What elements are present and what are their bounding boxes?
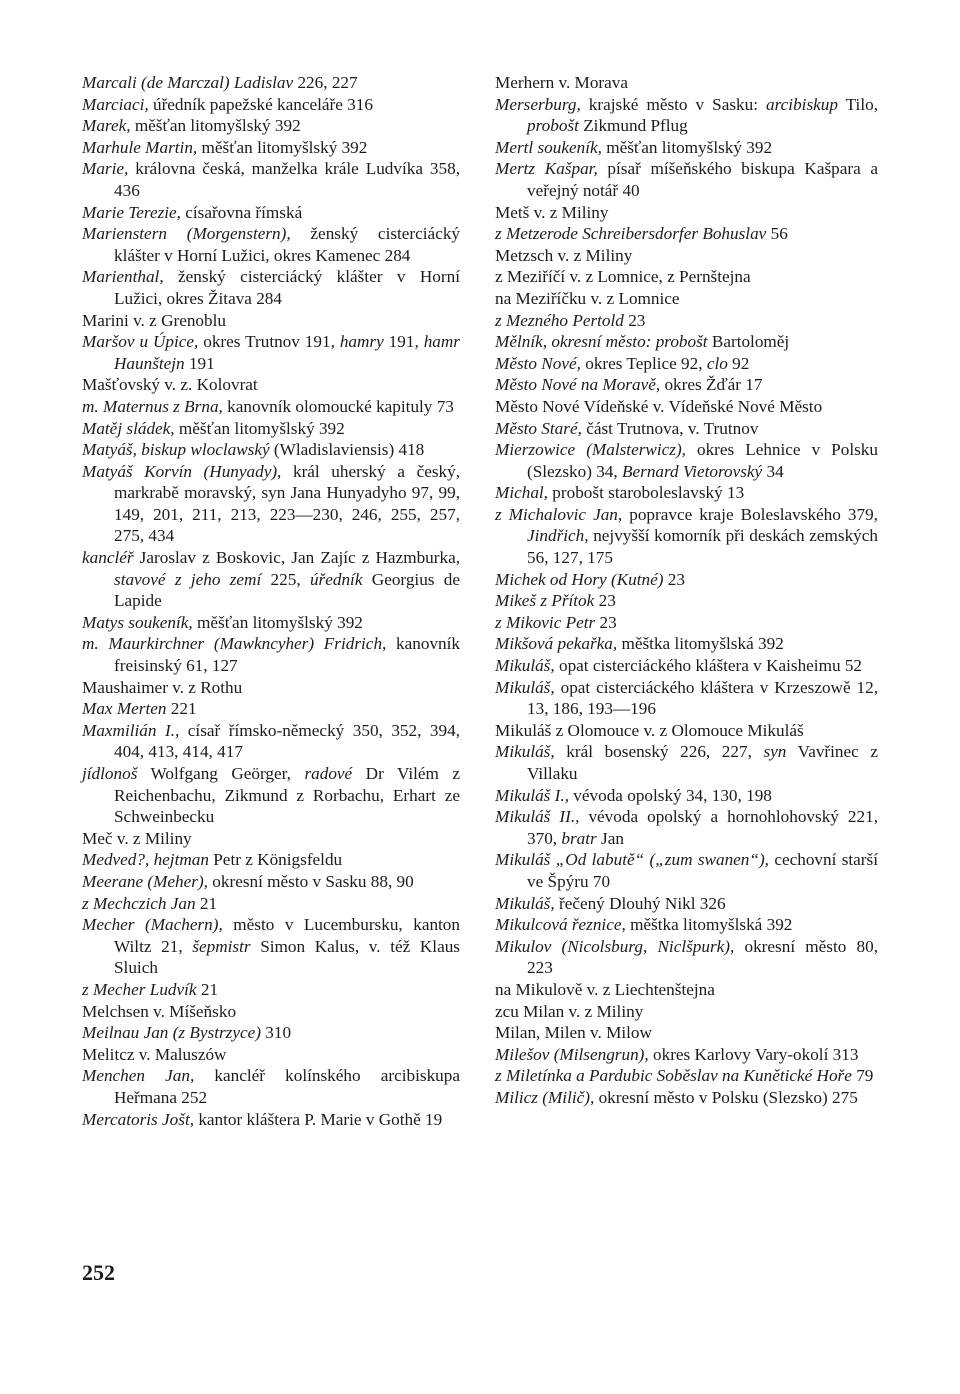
entry-text: na Mikulově v. z Liechtenštejna <box>495 979 715 999</box>
entry-italic-text: z Miletínka a Pardubic Soběslav na Kunětické Hoře <box>495 1066 852 1086</box>
entry-italic-text: Mierzowice (Malsterwicz), <box>495 440 686 460</box>
entry-italic-text: šepmistr <box>192 936 251 956</box>
entry-italic-text: Mertl soukeník, <box>495 137 602 157</box>
index-entry <box>495 1087 878 1109</box>
page-number: 252 <box>82 1260 115 1285</box>
entry-italic-text: Město Nové, <box>495 353 581 373</box>
entry-italic-text: Mikulcová řeznice, <box>495 915 626 935</box>
index-entry <box>495 633 878 655</box>
index-entry <box>82 396 460 418</box>
entry-text: 21 <box>195 893 218 913</box>
entry-italic-text: Jindřich, <box>527 526 589 546</box>
entry-text: ženský cisterciácký klášter v Horní Lužici, okres Žitava 284 <box>114 267 460 308</box>
index-entry <box>82 331 460 374</box>
right-column <box>495 72 878 1109</box>
index-entry <box>82 72 460 94</box>
entry-text: měšťan litomyšlský 392 <box>601 137 773 157</box>
entry-italic-text: clo <box>706 353 728 373</box>
entry-text: okresní město v Polsku (Slezsko) 275 <box>594 1087 858 1107</box>
entry-text: popravce kraje Boleslavského 379, <box>622 504 878 524</box>
entry-text: kanovník olomoucké kapituly 73 <box>222 396 454 416</box>
entry-italic-text: hamry <box>339 332 384 352</box>
entry-italic-text: Mikuláš I., <box>495 785 569 805</box>
entry-italic-text: Mikuláš „Od labutě“ („zum swanen“), <box>495 850 769 870</box>
index-entry <box>495 137 878 159</box>
index-entry <box>495 569 878 591</box>
index-entry <box>495 482 878 504</box>
entry-italic-text: Matyáš, biskup wloclawský <box>82 440 270 460</box>
entry-text: Meč v. z Miliny <box>82 828 192 848</box>
entry-italic-text: stavové z jeho zemí <box>114 569 262 589</box>
entry-text: 92 <box>727 353 750 373</box>
entry-text: krajské město v Sasku: <box>580 94 767 114</box>
entry-italic-text: Michek od Hory (Kutné) <box>495 569 664 589</box>
index-entry <box>495 677 878 720</box>
entry-italic-text: bratr <box>561 828 597 848</box>
entry-text: Melchsen v. Míšeňsko <box>82 1001 237 1021</box>
index-entry <box>82 137 460 159</box>
entry-text: Merhern v. Morava <box>495 73 628 92</box>
entry-text: kanovník freisinský 61, 127 <box>114 634 461 676</box>
index-entry <box>82 698 460 720</box>
entry-text: okres Teplice 92, <box>580 353 707 373</box>
entry-italic-text: Mecher (Machern), <box>82 915 223 935</box>
entry-text: 23 <box>623 310 646 330</box>
entry-italic-text: Město Nové na Moravě, <box>495 375 661 395</box>
entry-italic-text: Medved?, hejtman <box>82 850 209 870</box>
entry-italic-text: Mikeš z Přítok <box>495 591 595 611</box>
index-entry <box>82 547 460 612</box>
index-entry <box>495 353 878 375</box>
entry-italic-text: Meerane (Meher), <box>82 871 208 891</box>
entry-text: Petr z Königsfeldu <box>208 850 343 870</box>
entry-italic-text: z Michalovic Jan, <box>495 504 623 524</box>
entry-italic-text: úředník <box>309 569 363 589</box>
entry-text: Metš v. z Miliny <box>495 202 609 222</box>
entry-text: král uherský a český, markrabě moravský, syn Jana Hunyadyho 97, 99, 149, 201, 211, 213, 223—230, 246, 255, 257, 275, 434 <box>114 461 460 546</box>
entry-italic-text: jídlonoš <box>82 764 138 783</box>
entry-text: 34 <box>762 461 784 481</box>
entry-text: měšťan litomyšlský 392 <box>192 612 363 632</box>
entry-italic-text: Mikuláš, <box>495 677 555 697</box>
entry-text: úředník papežské kanceláře 316 <box>148 94 373 114</box>
entry-text: Zikmund Pflug <box>578 116 688 136</box>
entry-italic-text: Mercatoris Jošt, <box>82 1109 195 1129</box>
entry-italic-text: z Mecher Ludvík <box>82 979 197 999</box>
entry-italic-text: Mikuláš, <box>495 742 555 762</box>
entry-text: písař míšeňského biskupa Kašpara a veřejný notář 40 <box>527 159 878 200</box>
index-entry <box>82 1044 460 1066</box>
entry-text: 23 <box>595 612 617 632</box>
index-entry <box>82 893 460 915</box>
entry-text: 225, <box>261 569 310 589</box>
entry-text: měštka litomyšlská 392 <box>617 634 784 654</box>
index-entry <box>82 1001 460 1023</box>
entry-text: (Wladislaviensis) 418 <box>269 440 425 460</box>
entry-text: 221 <box>166 699 197 719</box>
entry-text: měšťan litomyšlský 392 <box>130 116 301 136</box>
index-entry <box>495 439 878 482</box>
entry-text: kantor kláštera P. Marie v Gothě 19 <box>194 1109 443 1129</box>
entry-italic-text: Matěj sládek, <box>82 418 175 438</box>
index-entry <box>82 266 460 309</box>
index-entry <box>495 310 878 332</box>
entry-text: Mikuláš z Olomouce v. z Olomouce Mikuláš <box>495 720 804 740</box>
entry-text: královna česká, manželka krále Ludvíka 358, 436 <box>114 159 460 200</box>
entry-italic-text: Menchen Jan, <box>82 1066 195 1086</box>
entry-italic-text: arcibiskup <box>766 94 838 114</box>
entry-text: 56 <box>766 224 788 244</box>
entry-italic-text: Marciaci, <box>82 94 149 114</box>
entry-italic-text: Marek, <box>82 116 131 136</box>
index-entry <box>495 288 878 310</box>
entry-italic-text: Mikuláš, <box>495 893 555 913</box>
entry-italic-text: Milešov (Milsengrun), <box>495 1044 649 1064</box>
index-entry <box>495 94 878 137</box>
entry-text: vévoda opolský a hornohlohovský 221, 370, <box>527 807 878 848</box>
index-entry <box>495 590 878 612</box>
entry-italic-text: Matyáš Korvín (Hunyady), <box>82 461 282 481</box>
entry-text: 226, 227 <box>293 73 358 92</box>
entry-text: část Trutnova, v. Trutnov <box>581 418 759 438</box>
entry-text: Jan <box>596 828 624 848</box>
entry-italic-text: z Mechczich Jan <box>82 893 196 913</box>
index-entry <box>495 1044 878 1066</box>
index-entry <box>495 655 878 677</box>
entry-italic-text: Marcali (de Marczal) Ladislav <box>82 73 294 92</box>
index-entry <box>82 418 460 440</box>
entry-italic-text: Meilnau Jan (z Bystrzyce) <box>82 1023 261 1043</box>
index-entry <box>495 979 878 1001</box>
entry-text: císařovna římská <box>180 202 303 222</box>
entry-italic-text: Marhule Martin, <box>82 137 198 157</box>
entry-italic-text: Michal, <box>495 483 548 503</box>
entry-text: 310 <box>260 1023 292 1043</box>
entry-italic-text: Max Merten <box>82 699 167 719</box>
entry-text: Město Nové Vídeňské v. Vídeňské Nové Město <box>495 396 823 416</box>
entry-text: okresní město 80, 223 <box>527 936 878 978</box>
entry-italic-text: z Mikovic Petr <box>495 612 596 632</box>
index-entry <box>82 1109 460 1131</box>
entry-text: král bosenský 226, 227, <box>554 742 764 762</box>
entry-text: měšťan litomyšlský 392 <box>174 418 345 438</box>
entry-text: kancléř kolínského arcibiskupa Heřmana 252 <box>114 1066 460 1107</box>
entry-text: Jaroslav z Boskovic, Jan Zajíc z Hazmburka, <box>133 548 460 568</box>
index-entry <box>82 439 460 461</box>
entry-text: Tilo, <box>837 94 879 114</box>
index-entry <box>495 331 878 353</box>
index-entry <box>495 612 878 634</box>
entry-italic-text: Merserburg, <box>495 94 581 114</box>
index-entry <box>495 849 878 892</box>
index-entry <box>495 202 878 224</box>
entry-text: okres Karlovy Vary-okolí 313 <box>648 1044 859 1064</box>
index-entry <box>495 785 878 807</box>
entry-italic-text: Marienstern (Morgenstern), <box>82 224 291 244</box>
index-entry <box>82 1022 460 1044</box>
index-entry <box>495 1022 878 1044</box>
index-entry <box>82 461 460 547</box>
entry-text: 191, <box>383 332 424 352</box>
index-entry <box>82 871 460 893</box>
entry-text: probošt staroboleslavský 13 <box>547 483 745 503</box>
index-entry <box>82 158 460 201</box>
entry-italic-text: Město Staré, <box>495 418 582 438</box>
entry-text: vévoda opolský 34, 130, 198 <box>569 785 772 805</box>
entry-text: Wolfgang Geörger, <box>137 764 305 783</box>
entry-text: ženský cisterciácký klášter v Horní Lužici, okres Kamenec 284 <box>114 224 461 265</box>
entry-text: Vavřinec z Villaku <box>527 742 878 783</box>
index-entry <box>495 893 878 915</box>
entry-italic-text: Milicz (Milič), <box>495 1087 595 1107</box>
index-entry <box>495 72 878 94</box>
entry-italic-text: Maxmilián I., <box>82 720 180 740</box>
entry-text: Dr Vilém z Reichenbachu, Zikmund z Rorbachu, Erhart ze Schweinbecku <box>114 764 460 827</box>
entry-italic-text: probošt <box>527 116 579 136</box>
index-entry <box>82 979 460 1001</box>
entry-text: řečený Dlouhý Nikl 326 <box>554 893 726 913</box>
entry-italic-text: Mikšová pekařka, <box>495 634 618 654</box>
entry-text: opat cisterciáckého kláštera v Krzeszowě 12, 13, 186, 193—196 <box>527 677 878 719</box>
index-entry <box>82 115 460 137</box>
entry-text: cechovní starší ve Špýru 70 <box>527 850 878 891</box>
entry-italic-text: z Metzerode Schreibersdorfer Bohuslav <box>495 224 767 244</box>
entry-text: Mašťovský v. z. Kolovrat <box>82 375 258 395</box>
entry-text: Marini v. z Grenoblu <box>82 310 226 330</box>
index-entry <box>495 245 878 267</box>
index-entry <box>82 310 460 332</box>
entry-text: Milan, Milen v. Milow <box>495 1023 652 1043</box>
entry-text: nejvyšší komorník při deskách zemských 56, 127, 175 <box>527 526 878 568</box>
entry-text: 21 <box>196 979 219 999</box>
entry-italic-text: Matys soukeník, <box>82 612 193 632</box>
entry-text: z Meziříčí v. z Lomnice, z Pernštejna <box>495 267 751 287</box>
index-entry <box>82 612 460 634</box>
index-entry <box>495 936 878 979</box>
index-entry <box>82 94 460 116</box>
index-entry <box>495 741 878 784</box>
entry-text: měšťan litomyšlský 392 <box>197 137 368 157</box>
entry-text: Bartoloměj <box>707 332 790 352</box>
entry-text: na Meziříčku v. z Lomnice <box>495 288 680 308</box>
entry-text: zcu Milan v. z Miliny <box>495 1001 644 1021</box>
index-entry <box>82 828 460 850</box>
index-entry <box>495 720 878 742</box>
entry-text: Maushaimer v. z Rothu <box>82 677 243 697</box>
entry-italic-text: radové <box>304 764 353 783</box>
index-entry <box>495 374 878 396</box>
entry-text: 23 <box>594 591 616 611</box>
index-entry <box>495 914 878 936</box>
entry-italic-text: hamr Haunštejn <box>114 332 460 373</box>
index-entry <box>495 418 878 440</box>
index-entry <box>82 1065 460 1108</box>
entry-text: císař římsko-německý 350, 352, 394, 404, 413, 414, 417 <box>114 720 460 762</box>
entry-text: opat cisterciáckého kláštera v Kaisheimu 52 <box>554 656 863 676</box>
index-entry <box>495 806 878 849</box>
index-entry <box>495 1065 878 1087</box>
entry-text: okres Lehnice v Polsku (Slezsko) 34, <box>527 440 878 481</box>
entry-italic-text: Mikuláš, <box>495 656 555 676</box>
entry-italic-text: Maršov u Úpice, <box>82 332 199 352</box>
entry-italic-text: syn <box>763 742 787 762</box>
entry-italic-text: Mikulov (Nicolsburg, Niclšpurk), <box>495 936 735 956</box>
entry-italic-text: Mělník, okresní město: probošt <box>495 332 708 352</box>
index-entry <box>82 763 460 828</box>
index-entry <box>82 223 460 266</box>
index-entry <box>82 633 460 676</box>
entry-text: okres Žďár 17 <box>660 375 763 395</box>
entry-italic-text: Marie, <box>82 159 129 179</box>
index-entry <box>82 914 460 979</box>
entry-italic-text: z Mezného Pertold <box>495 310 624 330</box>
entry-text: Melitcz v. Maluszów <box>82 1044 227 1064</box>
index-entry <box>82 202 460 224</box>
index-entry <box>82 720 460 763</box>
entry-text: 79 <box>851 1066 874 1086</box>
entry-italic-text: Bernard Vietorovský <box>622 461 763 481</box>
entry-italic-text: Marie Terezie, <box>82 202 181 222</box>
entry-italic-text: Marienthal, <box>82 267 164 287</box>
index-entry <box>495 396 878 418</box>
entry-text: měštka litomyšlská 392 <box>625 915 793 935</box>
entry-italic-text: Mertz Kašpar, <box>495 159 598 179</box>
entry-italic-text: Mikuláš II., <box>495 807 580 827</box>
left-column <box>82 72 460 1130</box>
entry-italic-text: kancléř <box>82 548 134 568</box>
index-entry <box>82 849 460 871</box>
entry-text: Georgius de Lapide <box>114 569 461 611</box>
entry-italic-text: m. Maurkirchner (Mawkncyher) Fridrich, <box>82 634 387 654</box>
index-entry <box>495 158 878 201</box>
entry-text: Simon Kalus, v. též Klaus Sluich <box>114 936 460 978</box>
index-entry <box>495 1001 878 1023</box>
entry-text: 23 <box>663 569 685 589</box>
index-entry <box>495 223 878 245</box>
entry-text: město v Lucembursku, kanton Wiltz 21, <box>114 915 460 956</box>
entry-text: okresní město v Sasku 88, 90 <box>207 871 414 891</box>
entry-text: okres Trutnov 191, <box>198 332 340 352</box>
index-entry <box>495 504 878 569</box>
index-entry <box>82 677 460 699</box>
index-entry <box>82 374 460 396</box>
entry-text: 191 <box>184 353 215 373</box>
entry-italic-text: m. Maternus z Brna, <box>82 396 223 416</box>
index-entry <box>495 266 878 288</box>
entry-text: Metzsch v. z Miliny <box>495 245 633 265</box>
